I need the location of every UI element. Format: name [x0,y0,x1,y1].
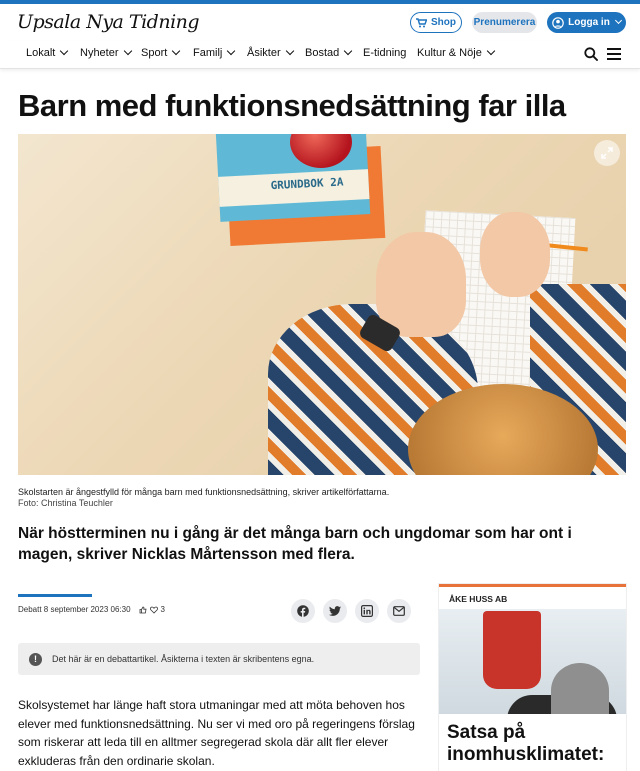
nav-item-nyheter[interactable] [80,47,131,59]
nav-item-label: Sport [141,47,168,59]
main-navigation [0,41,640,69]
email-icon [393,606,405,616]
search-icon[interactable] [584,47,598,61]
cart-icon [416,18,427,28]
article-lead: När höstterminen nu i gång är det många barn och ungdomar som har ont i magen, skriver Nicklas Mårtensson med flera. [18,525,572,563]
nav-item-asikter[interactable] [247,47,293,59]
article-body-paragraph: Skolsystemet har länge haft stora utmaningar med att möta behoven hos elever med funktionsnedsättning. Nu ser vi med oro på regeringens förslag som riskerar att leda till en alltmer segregerad skola där allt fler elever exkluderas från den ordinarie skolan. [18,698,415,768]
left-hand [376,232,466,337]
nav-item-label: Nyheter [80,47,119,59]
chevron-down-icon [615,17,622,24]
reaction-count: 3 [160,605,165,614]
ad-person-head [551,663,609,714]
book-title: GRUNDBOK 2A [270,175,344,193]
thumbs-up-icon [139,606,147,614]
shop-label: Shop [431,17,456,28]
nav-item-label: E-tidning [363,47,407,59]
chevron-down-icon [60,47,68,55]
nav-item-label: Lokalt [26,47,56,59]
site-header [0,4,640,41]
ad-image [439,609,626,714]
sponsored-ad-card[interactable] [439,584,626,771]
user-icon [552,17,564,29]
login-button[interactable] [547,12,626,33]
ad-ventilation-device [483,611,541,689]
right-hand [480,212,550,297]
article-date: Debatt 8 september 2023 06:30 [18,605,131,614]
shop-button[interactable] [410,12,462,33]
image-credit: Foto: Christina Teuchler [18,498,113,508]
nav-item-e-tidning[interactable] [363,47,406,59]
chevron-down-icon [123,47,131,55]
nav-item-label: Åsikter [247,47,281,59]
linkedin-icon [361,605,373,617]
ad-title: Satsa på inomhusklimatet: [447,722,605,765]
article-hero-image[interactable] [18,134,626,475]
nav-item-label: Bostad [305,47,340,59]
expand-icon [601,147,613,159]
chevron-down-icon [227,47,235,55]
article-accent-line [18,594,92,597]
chevron-down-icon [285,47,293,55]
chevron-down-icon [344,47,352,55]
heart-icon [150,606,158,614]
subscribe-button[interactable] [472,12,537,33]
nav-item-kultur-noje[interactable] [417,47,494,59]
debate-notice-text: Det här är en debattartikel. Åsikterna i texten är skribentens egna. [52,654,315,664]
reactions[interactable] [139,605,165,614]
share-email-button[interactable] [387,599,411,623]
nav-item-lokalt[interactable] [26,47,67,59]
nav-item-sport[interactable] [141,47,179,59]
nav-item-label: Familj [193,47,223,59]
login-label: Logga in [568,17,610,28]
chevron-down-icon [172,47,180,55]
info-icon: ! [29,653,42,666]
nav-item-label: Kultur & Nöje [417,47,482,59]
debate-notice [18,643,420,675]
article-headline: Barn med funktionsnedsättning far illa [18,88,566,123]
ad-advertiser: ÅKE HUSS AB [449,594,508,604]
article-meta [18,605,165,614]
subscribe-label: Prenumerera [473,17,536,28]
share-facebook-button[interactable] [291,599,315,623]
image-caption: Skolstarten är ångestfylld för många barn med funktionsnedsättning, skriver artikelförfattarna. [18,487,390,497]
facebook-icon [297,605,309,617]
nav-item-bostad[interactable] [305,47,351,59]
hamburger-menu-icon[interactable] [607,48,621,60]
share-linkedin-button[interactable] [355,599,379,623]
share-twitter-button[interactable] [323,599,347,623]
twitter-icon [329,606,341,617]
site-logo[interactable]: Upsala Nya Tidning [17,11,200,33]
expand-image-button[interactable] [594,140,620,166]
nav-item-familj[interactable] [193,47,234,59]
chevron-down-icon [487,47,495,55]
